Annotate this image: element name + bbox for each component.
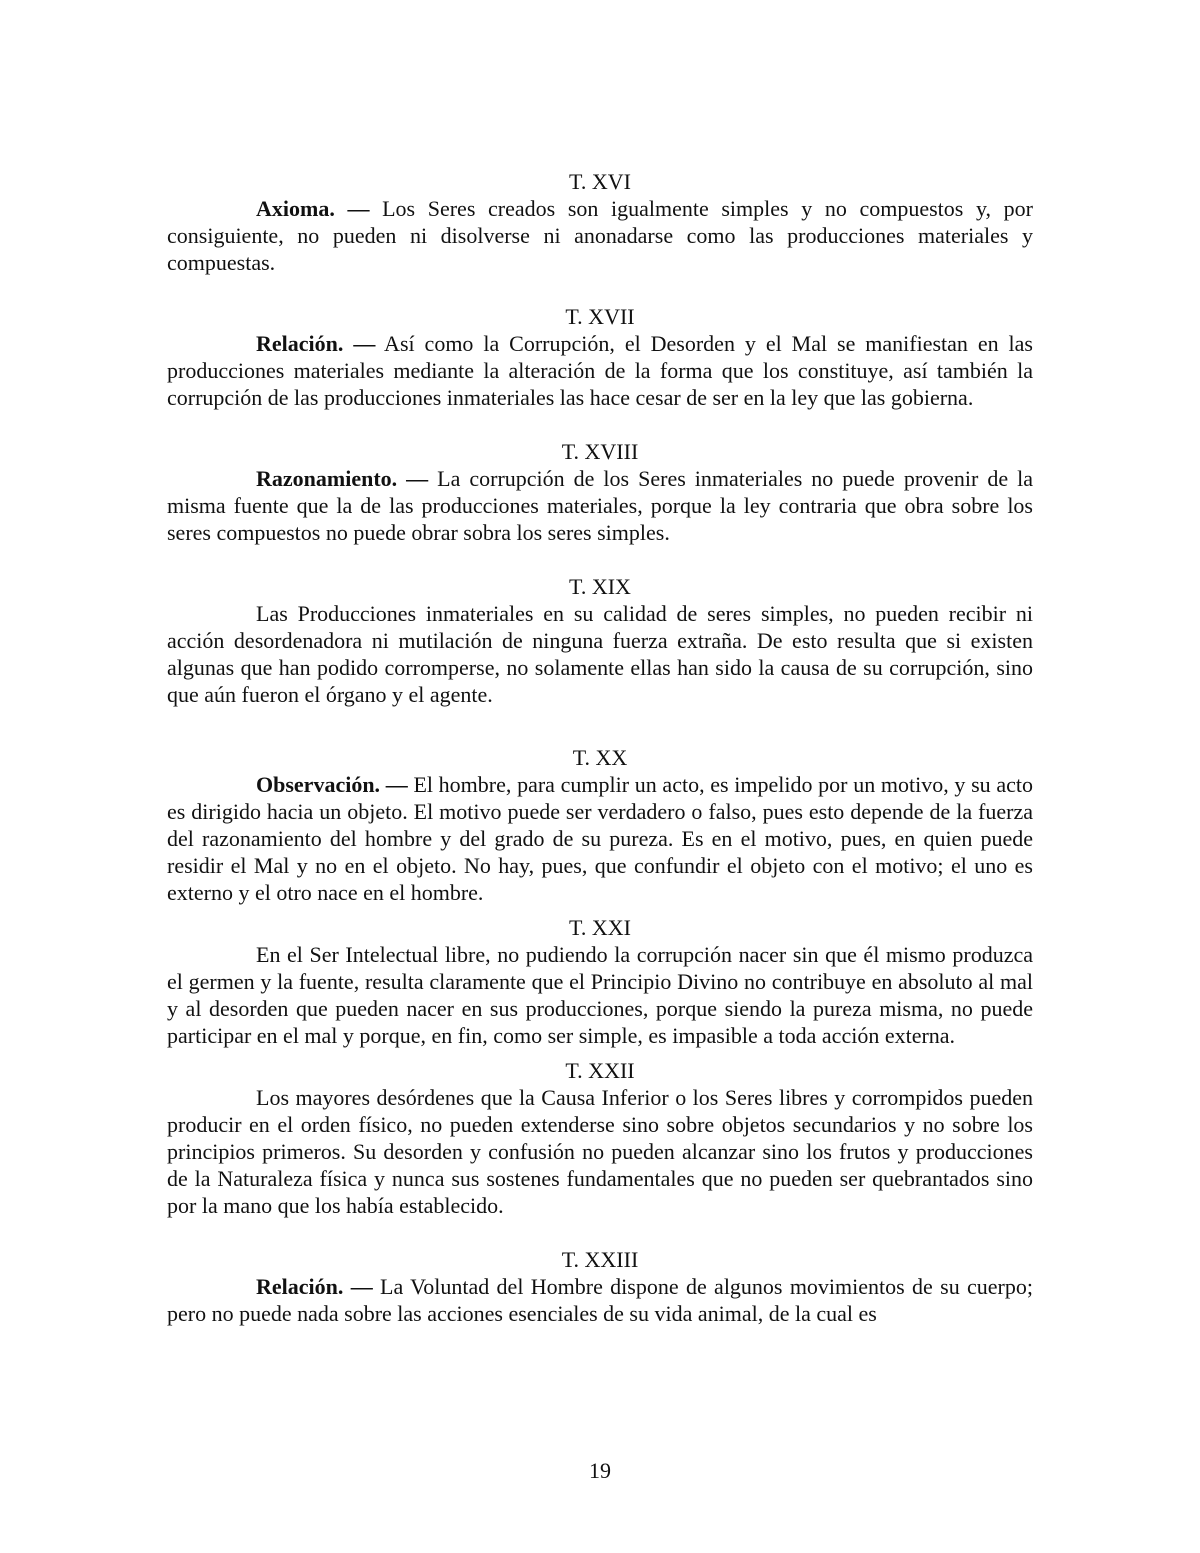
section-heading: T. XIX [569,574,631,599]
paragraph-text: Las Producciones inmateriales en su calidad de seres simples, no pueden recibir ni acción desordenadora ni mutilación de ninguna fuerza extraña. De esto resulta que si existen algunas que han podido corromperse, no solamente ellas han sido la causa de su corrupción, sino que aún fueron el órgano y el agente. [167,601,1033,707]
section-heading: T. XXII [565,1058,635,1083]
paragraph-lead: Axioma. — [256,196,370,221]
section-paragraph [167,941,1033,1049]
section-paragraph [167,600,1033,708]
paragraph-text: La Voluntad del Hombre dispone de algunos movimientos de su cuerpo; pero no puede nada sobre las acciones esenciales de su vida animal, de la cual es [167,1274,1033,1326]
page-number: 19 [589,1458,611,1483]
paragraph-lead: Razonamiento. — [256,466,429,491]
section-t-xviii [167,438,1033,546]
section-heading: T. XVII [565,304,635,329]
paragraph-text: El hombre, para cumplir un acto, es impelido por un motivo, y su acto es dirigido hacia un objeto. El motivo puede ser verdadero o falso, pues esto depende de la fuerza del razonamiento del hombre y del grado de su pureza. Es en el motivo, pues, en quien puede residir el Mal y no en el objeto. No hay, pues, que confundir el objeto con el motivo; el uno es externo y el otro nace en el hombre. [167,772,1033,905]
section-t-xxiii [167,1246,1033,1327]
section-heading: T. XX [572,745,628,770]
page-body [167,168,1033,1327]
paragraph-text: La corrupción de los Seres inmateriales no puede provenir de la misma fuente que la de las producciones materiales, porque la ley contraria que obra sobre los seres compuestos no puede obrar sobra los seres simples. [167,466,1033,545]
section-heading: T. XVI [569,169,631,194]
paragraph-text: En el Ser Intelectual libre, no pudiendo la corrupción nacer sin que él mismo produzca el germen y la fuente, resulta claramente que el Principio Divino no contribuye en absoluto al mal y al desorden que pueden nacer en sus producciones, porque siendo la pureza misma, no puede participar en el mal y porque, en fin, como ser simple, es impasible a toda acción externa. [167,942,1033,1048]
section-paragraph [167,1273,1033,1327]
section-t-xx [167,744,1033,906]
paragraph-text: Los mayores desórdenes que la Causa Inferior o los Seres libres y corrompidos pueden producir en el orden físico, no pueden extenderse sino sobre objetos secundarios y no sobre los principios primeros. Su desorden y confusión no pueden alcanzar sino los frutos y producciones de la Naturaleza física y nunca sus sostenes fundamentales que no pueden ser quebrantados sino por la mano que los había establecido. [167,1085,1033,1218]
paragraph-lead: Relación. — [256,331,376,356]
section-paragraph [167,195,1033,276]
section-heading: T. XXIII [561,1247,639,1272]
paragraph-text: Los Seres creados son igualmente simples y no compuestos y, por consiguiente, no pueden ni disolverse ni anonadarse como las producciones materiales y compuestas. [167,196,1034,275]
section-t-xvii [167,303,1033,411]
paragraph-lead: Relación. — [256,1274,373,1299]
section-t-xvi [167,168,1033,276]
section-heading: T. XVIII [561,439,639,464]
section-t-xxi [167,914,1033,1049]
section-paragraph [167,1084,1033,1219]
section-paragraph [167,771,1033,906]
section-t-xix [167,573,1033,708]
section-paragraph [167,465,1033,546]
section-paragraph [167,330,1033,411]
paragraph-lead: Observación. — [256,772,408,797]
section-t-xxii [167,1057,1033,1219]
paragraph-text: Así como la Corrupción, el Desorden y el Mal se manifiestan en las producciones materiales mediante la alteración de la forma que los constituye, así también la corrupción de las producciones inmateriales las hace cesar de ser en la ley que las gobierna. [167,331,1033,410]
section-heading: T. XXI [569,915,631,940]
